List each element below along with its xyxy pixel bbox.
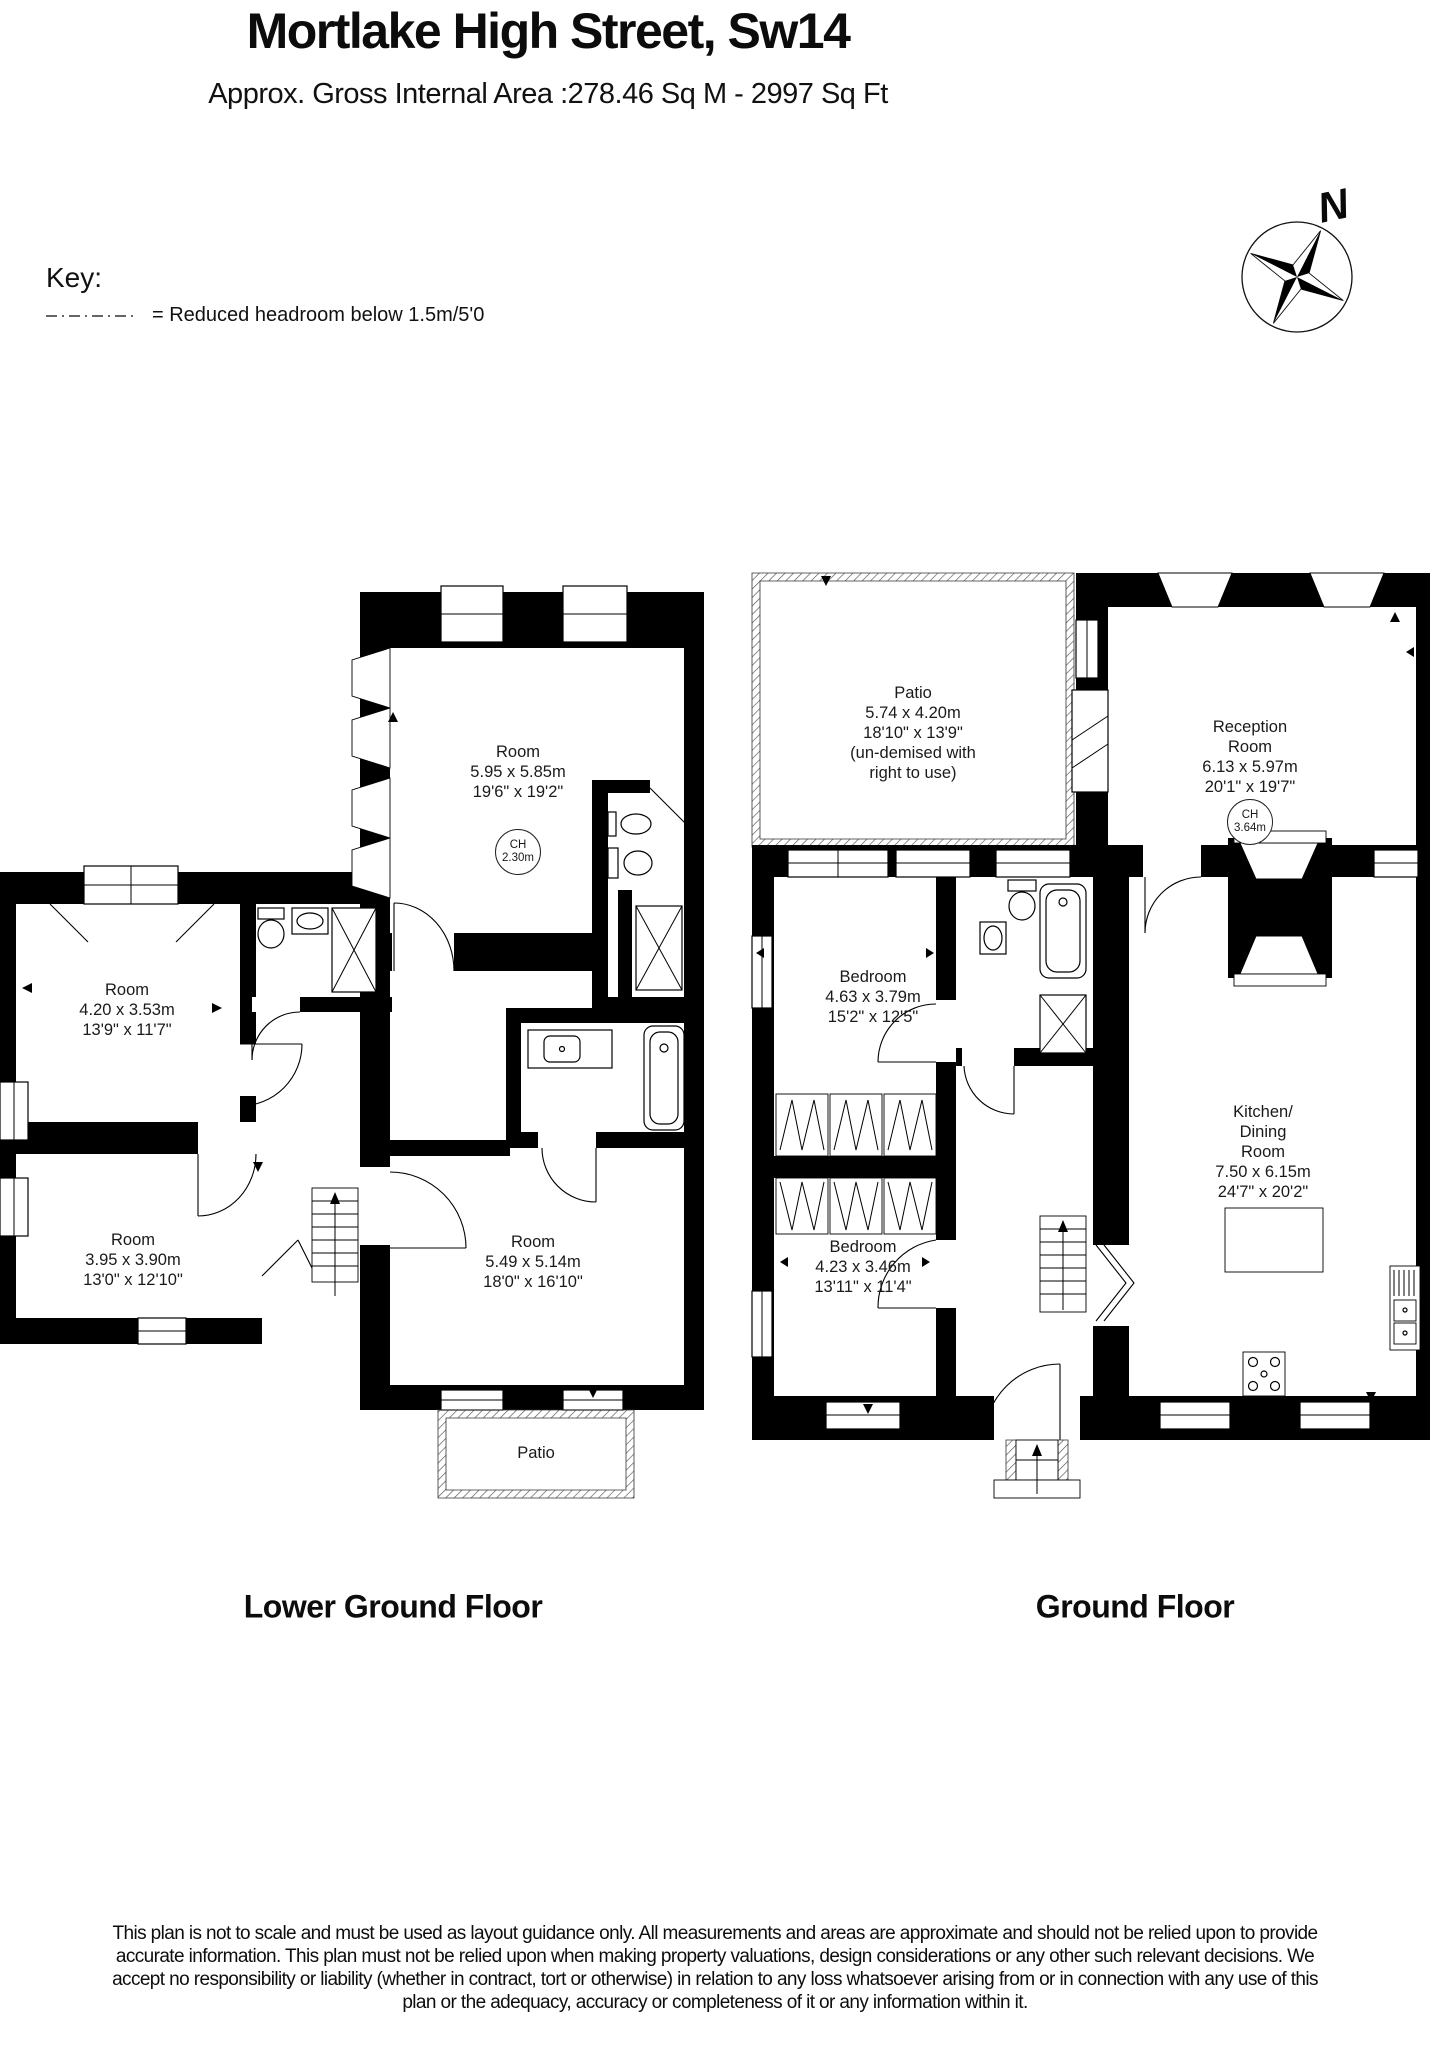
header [0, 0, 1096, 111]
room-label-lgf-main: Room 5.95 x 5.85m 19'6" x 19'2" [470, 743, 566, 801]
gf-bathroom-fixtures [980, 880, 1086, 1053]
gf-stairs [1040, 1216, 1086, 1312]
key-title: Key: [46, 262, 103, 293]
ceiling-height-badge-lgf: CH 2.30m [495, 829, 541, 875]
page-title: Mortlake High Street, Sw14 [246, 3, 850, 59]
lgf-stairs [312, 1188, 358, 1296]
compass-icon [1227, 207, 1367, 347]
gf-kitchen-fixtures [1225, 1208, 1420, 1396]
floor-title-lower-ground: Lower Ground Floor [243, 1588, 543, 1625]
north-label: N [1313, 179, 1353, 232]
page-subtitle: Approx. Gross Internal Area :278.46 Sq M - 2997 Sq Ft [208, 78, 888, 110]
room-label-gf-bedroom1: Bedroom 4.63 x 3.79m 15'2" x 12'5" [825, 968, 921, 1026]
disclaimer-text: This plan is not to scale and must be used as layout guidance only. All measurements and areas are approximate and should not be relied upon to provide accurate information. This plan must not be relied upon when making property valuations, design considerations or any other such relevant decisions. We accept no responsibility or liability (whether in contract, tort or otherwise) in relation to any loss whatsoever arising from or in connection with any use of this plan or the adequacy, accuracy or completeness of it or any information within it. [112, 1923, 1318, 2013]
key-legend: = Reduced headroom below 1.5m/5'0 [152, 304, 485, 326]
room-label-gf-reception: Reception Room 6.13 x 5.97m 20'1" x 19'7" [1202, 718, 1298, 796]
room-label-gf-kitchen: Kitchen/ Dining Room 7.50 x 6.15m 24'7" x 20'2" [1215, 1103, 1311, 1201]
room-label-lgf-left-bottom: Room 3.95 x 3.90m 13'0" x 12'10" [83, 1231, 183, 1289]
gf-entry-steps [994, 1440, 1080, 1498]
reduced-headroom-line-icon [46, 312, 138, 320]
room-label-gf-patio: Patio 5.74 x 4.20m 18'10" x 13'9" (un-demised with right to use) [850, 684, 976, 782]
ceiling-height-badge-gf: CH 3.64m [1227, 799, 1273, 845]
floor-title-ground: Ground Floor [1035, 1588, 1235, 1625]
room-label-lgf-bottom: Room 5.49 x 5.14m 18'0" x 16'10" [483, 1233, 583, 1291]
lower-ground-floor-plan [0, 586, 704, 1498]
room-label-lgf-patio: Patio [517, 1444, 555, 1462]
lgf-middle-bathroom-fixtures [258, 908, 376, 992]
room-label-lgf-left-top: Room 4.20 x 3.53m 13'9" x 11'7" [79, 981, 175, 1039]
key-block [46, 262, 484, 327]
room-label-gf-bedroom2: Bedroom 4.23 x 3.46m 13'11" x 11'4" [814, 1238, 912, 1296]
lgf-bathroom-tub-fixtures [528, 1026, 684, 1130]
